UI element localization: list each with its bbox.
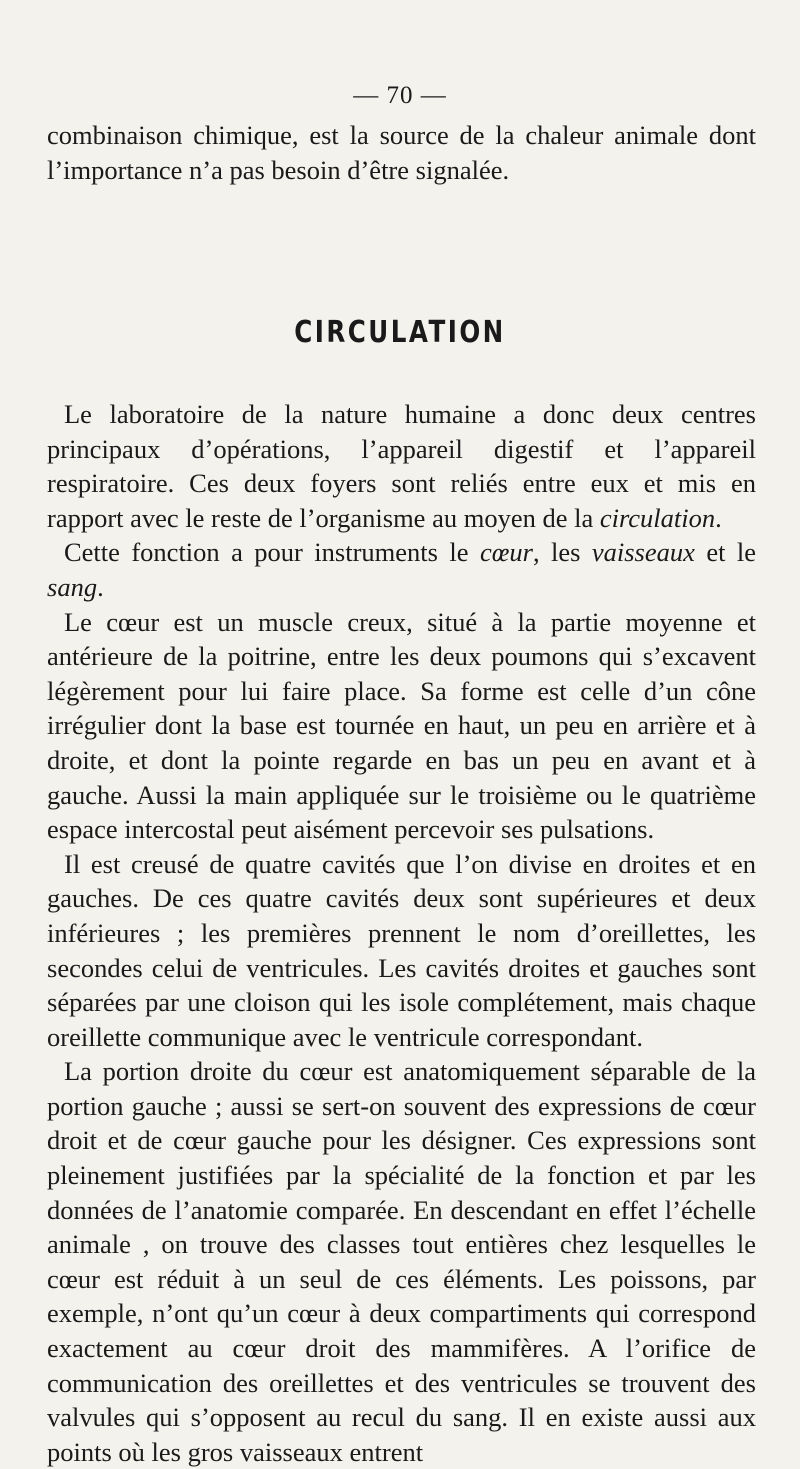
paragraph-text: , les bbox=[532, 537, 592, 568]
paragraph-text: . bbox=[715, 502, 722, 533]
emphasis-sang: sang bbox=[47, 571, 98, 602]
paragraph-instruments bbox=[47, 535, 756, 604]
paragraph-portion-droite: La portion droite du cœur est anatomiquement séparable de la portion gauche ; aussi se sert-on souvent des expressions de cœur droit et de cœur gauche pour les désigner. Ces expressions sont pleinement justifiées par la spécialité de la fonction et par les données de l’anatomie comparée. En descendant en effet l’échelle animale , on trouve des classes tout entières chez lesquelles le cœur est réduit à un seul de ces éléments. Les poissons, par exemple, n’ont qu’un cœur à deux compartiments qui correspond exactement au cœur droit des mammifères. A l’orifice de communication des oreillettes et des ventricules se trouvent des valvules qui s’opposent au recul du sang. Il en existe aussi aux points où les gros vaisseaux entrent bbox=[47, 1056, 756, 1467]
emphasis-circulation: circulation bbox=[599, 502, 716, 533]
main-text bbox=[47, 397, 756, 1469]
intro-paragraph: combinaison chimique, est la source de la chaleur animale dont l’importance n’a pas besoin d’être signalée. bbox=[47, 120, 756, 185]
paragraph-laboratoire bbox=[47, 397, 756, 535]
paragraph-text: Le laboratoire de la nature humaine a donc deux centres principaux d’opérations, l’appareil digestif et l’appareil respiratoire. Ces deux foyers sont reliés entre eux et mis en rapport avec le reste de l’organisme au moyen de la bbox=[47, 399, 756, 533]
paragraph-text: et le bbox=[694, 537, 756, 568]
paragraph-text: . bbox=[97, 571, 104, 602]
emphasis-vaisseaux: vaisseaux bbox=[591, 537, 695, 568]
section-title: CIRCULATION bbox=[294, 315, 506, 350]
intro-text bbox=[47, 118, 756, 187]
emphasis-coeur: cœur bbox=[479, 537, 533, 568]
paragraph-text: Cette fonction a pour instruments le bbox=[64, 537, 480, 568]
paragraph-cavites: Il est creusé de quatre cavités que l’on divise en droites et en gauches. De ces quatre cavités deux sont supérieures et deux inférieures ; les premières prennent le nom d’oreillettes, les secondes celui de ventricules. Les cavités droites et gauches sont séparées par une cloison qui les isole complétement, mais chaque oreillette communique avec le ventricule correspondant. bbox=[47, 848, 756, 1052]
paragraph-muscle-creux: Le cœur est un muscle creux, situé à la partie moyenne et antérieure de la poitrine, entre les deux poumons qui s’excavent légèrement pour lui faire place. Sa forme est celle d’un cône irrégulier dont la base est tournée en haut, un peu en arrière et à droite, et dont la pointe regarde en bas un peu en avant et à gauche. Aussi la main appliquée sur le troisième ou le quatrième espace intercostal peut aisément percevoir ses pulsations. bbox=[47, 606, 756, 845]
page-number: — 70 — bbox=[353, 82, 447, 109]
